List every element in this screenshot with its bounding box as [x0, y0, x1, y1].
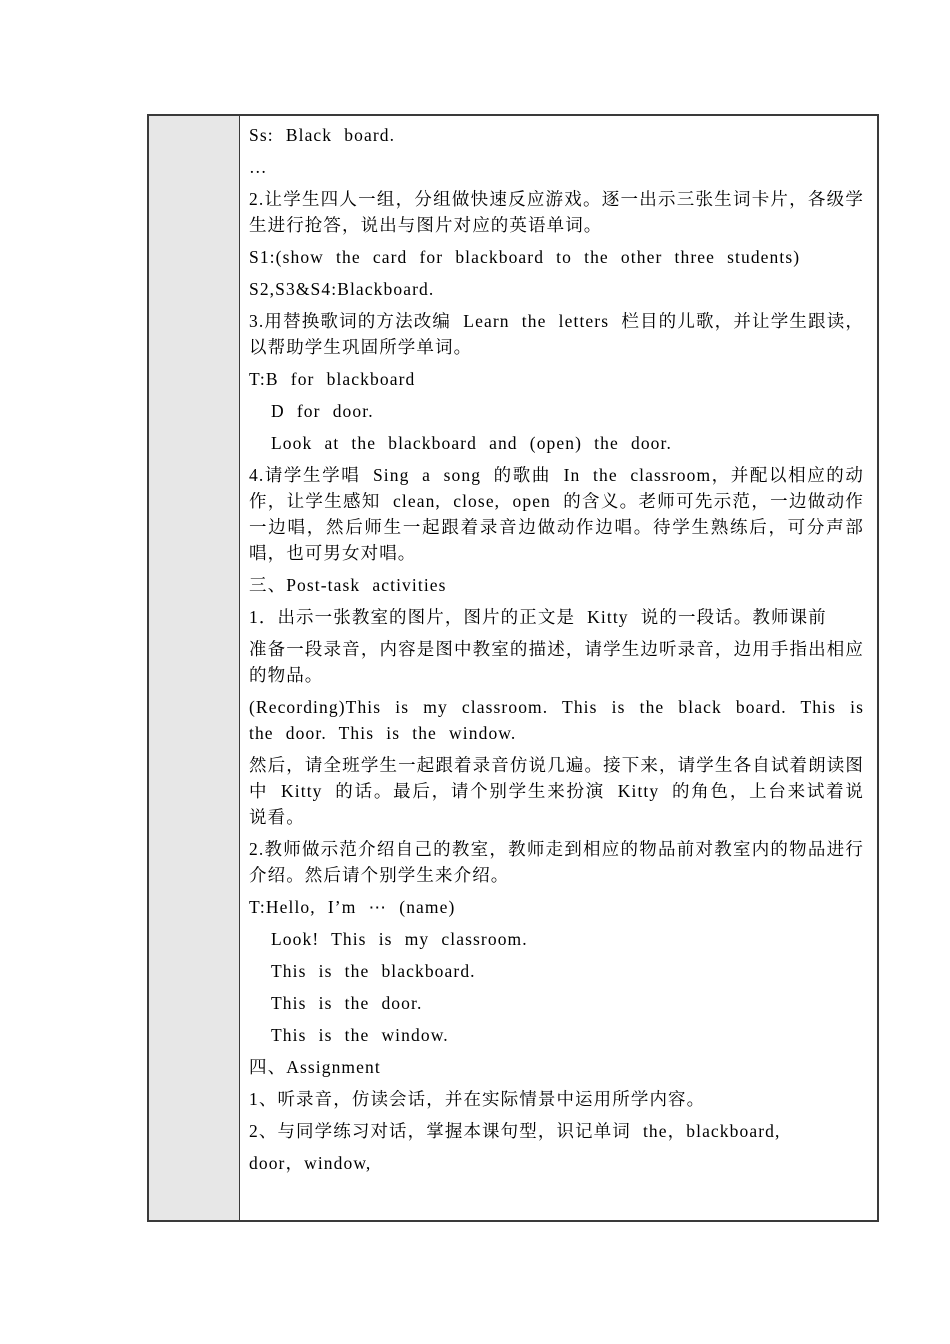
dialog-line-this-is-the-blackboard: This is the blackboard. [271, 961, 476, 981]
dialog-line-s1: S1:(show the card for blackboard to the other three students) [249, 247, 801, 267]
dialog-line-t-hello: T:Hello, I’m ⋯ (name) [249, 897, 456, 917]
dialog-line-this-is-the-door: This is the door. [271, 993, 423, 1013]
dialog-line-this-is-the-window: This is the window. [271, 1025, 449, 1045]
table-content-cell [240, 116, 877, 1220]
post-task-step-1-line-a: 1．出示一张教室的图片，图片的正文是 Kitty 说的一段话。教师课前 [249, 607, 827, 627]
post-task-step-1-follow-up: 然后，请全班学生一起跟着录音仿说几遍。接下来，请学生各自试着朗读图中 Kitty 的话。最后，请个别学生来扮演 Kitty 的角色，上台来试着说说看。 [249, 755, 864, 827]
table-label-cell-empty [149, 116, 240, 1220]
lesson-plan-table [147, 114, 879, 1222]
dialog-line-d-for-door: D for door. [271, 401, 374, 421]
assignment-item-1: 1、听录音，仿读会话，并在实际情景中运用所学内容。 [249, 1089, 706, 1109]
ellipsis-line: … [249, 157, 268, 177]
assignment-item-2-continued: door，window, [249, 1153, 372, 1173]
activity-2-description: 2.让学生四人一组，分组做快速反应游戏。逐一出示三张生词卡片，各级学生进行抢答，说出与图片对应的英语单词。 [249, 189, 864, 235]
dialog-line-look-this-is-my-classroom: Look! This is my classroom. [271, 929, 528, 949]
section-heading-post-task-activities: 三、Post-task activities [249, 575, 447, 595]
dialog-line-look-at-blackboard: Look at the blackboard and (open) the door. [271, 433, 672, 453]
dialog-line-ss: Ss: Black board. [249, 125, 396, 145]
activity-4-description: 4.请学生学唱 Sing a song 的歌曲 In the classroom，并配以相应的动作，让学生感知 clean, close, open 的含义。老师可先示范，一边做动作一边唱，然后师生一起跟着录音边做动作边唱。待学生熟练后，可分声部唱，也可男女对唱。 [249, 465, 864, 563]
dialog-line-s2-s3-s4: S2,S3&S4:Blackboard. [249, 279, 435, 299]
post-task-step-1-line-b: 准备一段录音，内容是图中教室的描述，请学生边听录音，边用手指出相应的物品。 [249, 639, 864, 685]
dialog-line-teacher-b-for-blackboard: T:B for blackboard [249, 369, 416, 389]
post-task-step-2: 2.教师做示范介绍自己的教室，教师走到相应的物品前对教室内的物品进行介绍。然后请个别学生来介绍。 [249, 839, 864, 885]
assignment-item-2: 2、与同学练习对话，掌握本课句型，识记单词 the，blackboard, [249, 1121, 781, 1141]
activity-3-description: 3.用替换歌词的方法改编 Learn the letters 栏目的儿歌，并让学生跟读，以帮助学生巩固所学单词。 [249, 311, 864, 357]
section-heading-assignment: 四、Assignment [249, 1057, 381, 1077]
recording-script: (Recording)This is my classroom. This is the black board. This is the door. This is the window. [249, 697, 864, 743]
